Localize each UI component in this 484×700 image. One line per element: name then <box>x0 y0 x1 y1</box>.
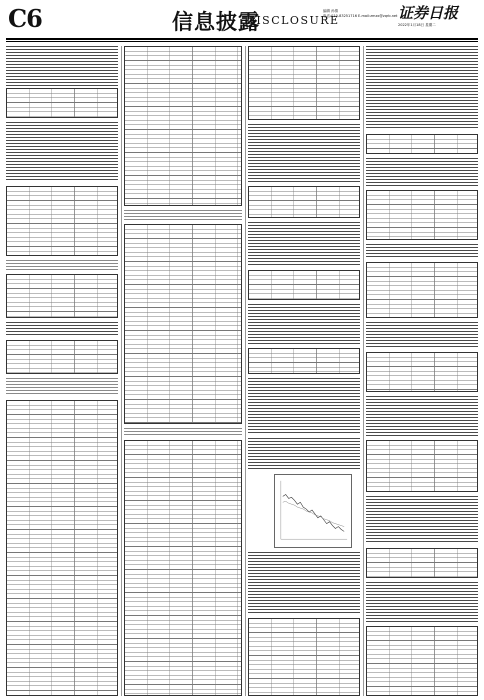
data-table <box>6 274 118 318</box>
text-block <box>6 122 118 182</box>
page-number: C6 <box>8 4 42 33</box>
column-1 <box>6 46 118 696</box>
text-block <box>366 396 478 436</box>
column-4 <box>366 46 478 696</box>
text-block <box>366 496 478 544</box>
editor-line: 编辑 孙倩 <box>323 9 339 13</box>
chart-series-line <box>283 501 344 526</box>
data-table <box>248 186 360 218</box>
text-block <box>6 46 118 86</box>
text-block <box>248 378 360 434</box>
text-block <box>366 322 478 348</box>
section-title-en: DISCLOSURE <box>246 14 340 27</box>
data-table <box>366 262 478 318</box>
chart-series-line <box>283 494 344 531</box>
text-block <box>366 244 478 258</box>
section-title: 信息披露 <box>172 9 260 34</box>
text-block <box>6 378 118 396</box>
data-table <box>6 186 118 256</box>
column-divider <box>121 46 122 696</box>
text-block <box>248 222 360 266</box>
financial-table <box>124 224 242 424</box>
data-table <box>6 88 118 118</box>
text-block <box>248 124 360 182</box>
data-table <box>248 618 360 696</box>
column-divider <box>245 46 246 696</box>
financial-table <box>124 440 242 696</box>
text-block <box>366 46 478 130</box>
column-2 <box>124 46 242 696</box>
text-block <box>366 158 478 186</box>
newspaper-logo: 证券日报 <box>398 4 459 22</box>
data-table <box>6 340 118 374</box>
data-table <box>248 46 360 120</box>
text-block <box>6 260 118 272</box>
text-block <box>248 552 360 614</box>
financial-table <box>6 400 118 696</box>
data-table <box>366 548 478 578</box>
text-block <box>366 582 478 622</box>
text-block <box>124 428 242 436</box>
masthead-rule-thin <box>6 41 478 42</box>
data-table <box>366 134 478 154</box>
contact-line: 电话:010-83251716 E-mail:zmzx@zqrb.net <box>323 14 398 18</box>
price-chart-svg <box>275 475 351 547</box>
data-table <box>248 348 360 374</box>
text-block <box>248 438 360 470</box>
financial-table <box>124 46 242 206</box>
publication-date: 2022年1月18日 星期二 <box>398 23 436 27</box>
price-chart <box>274 474 352 548</box>
text-block <box>124 210 242 220</box>
data-table <box>248 270 360 300</box>
data-table <box>366 190 478 240</box>
column-3 <box>248 46 360 696</box>
data-table <box>366 352 478 392</box>
text-block <box>6 322 118 336</box>
masthead <box>0 0 484 44</box>
text-block <box>248 304 360 344</box>
data-table <box>366 626 478 696</box>
column-divider <box>363 46 364 696</box>
data-table <box>366 440 478 492</box>
masthead-rule-thick <box>6 38 478 40</box>
